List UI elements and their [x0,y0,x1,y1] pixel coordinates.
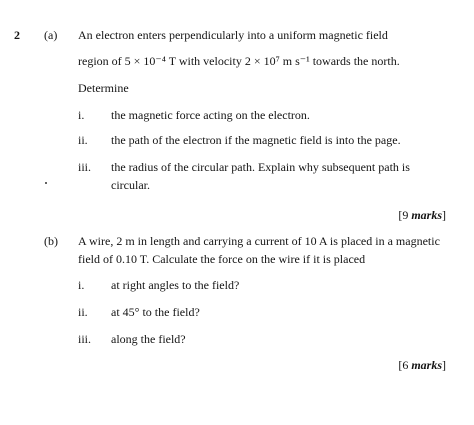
part-b-intro-line1: A wire, 2 m in length and carrying a current of 10 A is placed in a magnetic [78,234,440,248]
part-b-item-iii-text: along the field? [111,332,186,346]
part-b-item-ii-text: at 45° to the field? [111,305,200,319]
part-a-item-i-number: i. [78,108,85,122]
part-b-item-i-text: at right angles to the field? [111,278,240,292]
part-b-marks: [6 marks] [398,358,446,372]
part-a-intro-line2: region of 5 × 10⁻⁴ T with velocity 2 × 10⁷ m s⁻¹ towards the north. [78,54,400,68]
part-b-item-ii-number: ii. [78,305,88,319]
part-b-item-i-number: i. [78,278,85,292]
part-b-marks-word: marks [411,358,442,372]
part-a-item-i-text: the magnetic force acting on the electron. [111,108,310,122]
part-b-label: (b) [44,234,58,248]
determine-label: Determine [78,81,129,95]
part-b-marks-number: 6 [402,358,409,372]
part-b-intro-line2: field of 0.10 T. Calculate the force on the wire if it is placed [78,252,366,266]
part-a-item-iii-text-line1: the radius of the circular path. Explain why subsequent path is [111,160,410,174]
part-a-item-ii-text: the path of the electron if the magnetic field is into the page. [111,133,401,147]
scan-speck [45,182,47,184]
part-a-label: (a) [44,28,58,42]
part-a-intro-line1: An electron enters perpendicularly into a uniform magnetic field [78,28,388,42]
part-b-item-iii-number: iii. [78,332,92,346]
part-a-item-iii-text-line2: circular. [111,178,150,192]
part-a-marks-word: marks [411,208,442,222]
part-a-item-ii-number: ii. [78,133,88,147]
part-a-item-iii-number: iii. [78,160,92,174]
question-number: 2 [14,28,20,42]
part-a-marks: [9 marks] [398,208,446,222]
part-a-marks-number: 9 [402,208,409,222]
